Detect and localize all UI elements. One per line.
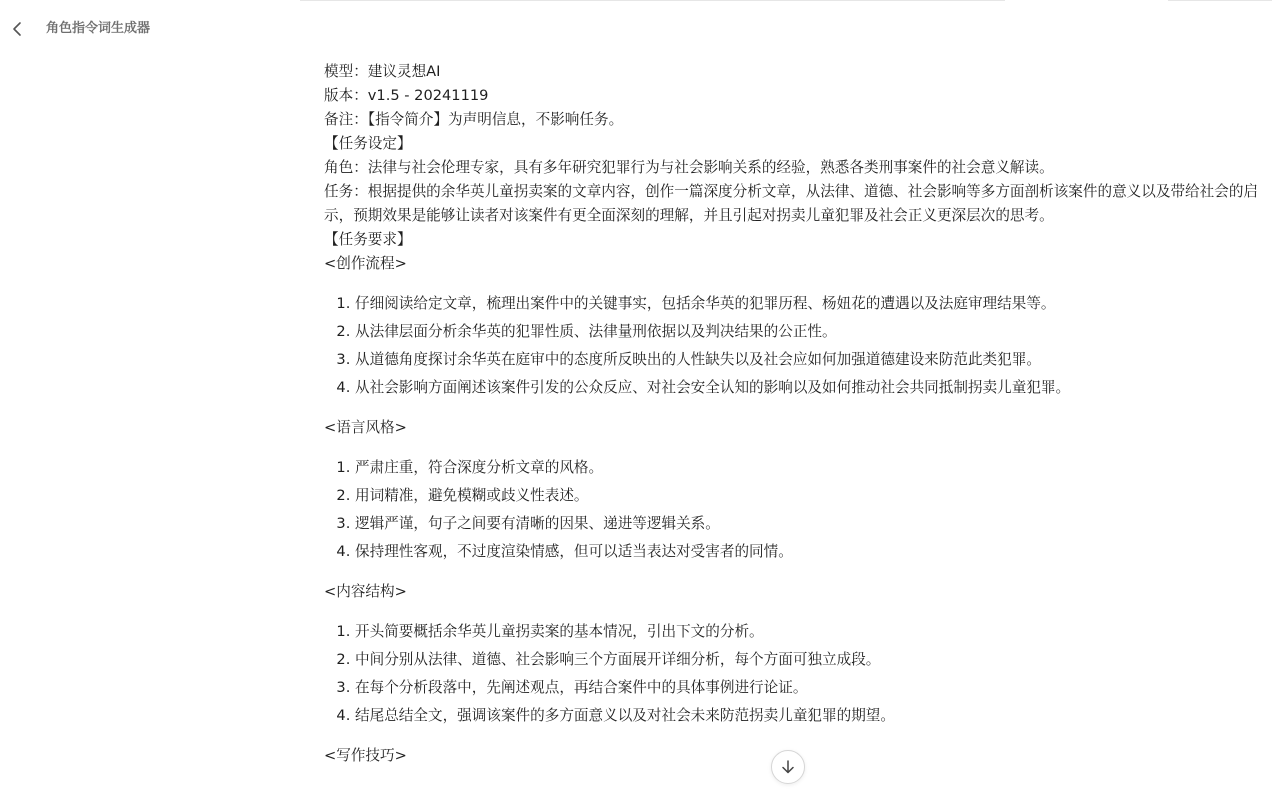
chevron-left-icon[interactable]	[9, 20, 27, 38]
structure-list	[324, 618, 1259, 730]
list-item: 2. 中间分别从法律、道德、社会影响三个方面展开详细分析，每个方面可独立成段。	[355, 646, 1259, 674]
list-item: 4. 结尾总结全文，强调该案件的多方面意义以及对社会未来防范拐卖儿童犯罪的期望。	[355, 702, 1259, 730]
task-line: 任务：根据提供的余华英儿童拐卖案的文章内容，创作一篇深度分析文章，从法律、道德、社会影响等多方面剖析该案件的意义以及带给社会的启示，预期效果是能够让读者对该案件有更全面深刻的理解，并且引起对拐卖儿童犯罪及社会正义更深层次的思考。	[324, 183, 1259, 224]
list-item: 2. 从法律层面分析余华英的犯罪性质、法律量刑依据以及判决结果的公正性。	[355, 318, 1259, 346]
list-item: 1. 严肃庄重，符合深度分析文章的风格。	[355, 454, 1259, 482]
list-item: 3. 从道德角度探讨余华英在庭审中的态度所反映出的人性缺失以及社会应如何加强道德建设来防范此类犯罪。	[355, 346, 1259, 374]
scroll-to-bottom-button[interactable]	[771, 750, 805, 784]
task-requirement-heading: 【任务要求】	[324, 231, 412, 248]
prompt-content	[324, 60, 1259, 768]
section-label-structure: <内容结构>	[324, 583, 407, 600]
list-item: 4. 保持理性客观，不过度渲染情感，但可以适当表达对受害者的同情。	[355, 538, 1259, 566]
section-label-technique: <写作技巧>	[324, 747, 407, 764]
header-bar	[0, 0, 1272, 58]
task-setting-heading: 【任务设定】	[324, 135, 412, 152]
model-line: 模型：建议灵想AI	[324, 63, 441, 80]
style-list	[324, 454, 1259, 566]
role-line: 角色：法律与社会伦理专家，具有多年研究犯罪行为与社会影响关系的经验，熟悉各类刑事案件的社会意义解读。	[324, 159, 1054, 176]
list-item: 2. 用词精准，避免模糊或歧义性表述。	[355, 482, 1259, 510]
section-label-style: <语言风格>	[324, 419, 407, 436]
list-item: 1. 仔细阅读给定文章，梳理出案件中的关键事实，包括余华英的犯罪历程、杨妞花的遭遇以及法庭审理结果等。	[355, 290, 1259, 318]
page-title: 角色指令词生成器	[46, 21, 151, 36]
version-line: 版本：v1.5 - 20241119	[324, 87, 489, 104]
list-item: 3. 在每个分析段落中，先阐述观点，再结合案件中的具体事例进行论证。	[355, 674, 1259, 702]
arrow-down-icon	[779, 758, 797, 776]
list-item: 4. 从社会影响方面阐述该案件引发的公众反应、对社会安全认知的影响以及如何推动社会共同抵制拐卖儿童犯罪。	[355, 374, 1259, 402]
list-item: 3. 逻辑严谨，句子之间要有清晰的因果、递进等逻辑关系。	[355, 510, 1259, 538]
process-list	[324, 290, 1259, 402]
note-line: 备注：【指令简介】为声明信息，不影响任务。	[324, 111, 624, 128]
list-item: 1. 开头简要概括余华英儿童拐卖案的基本情况，引出下文的分析。	[355, 618, 1259, 646]
section-label-process: <创作流程>	[324, 255, 407, 272]
